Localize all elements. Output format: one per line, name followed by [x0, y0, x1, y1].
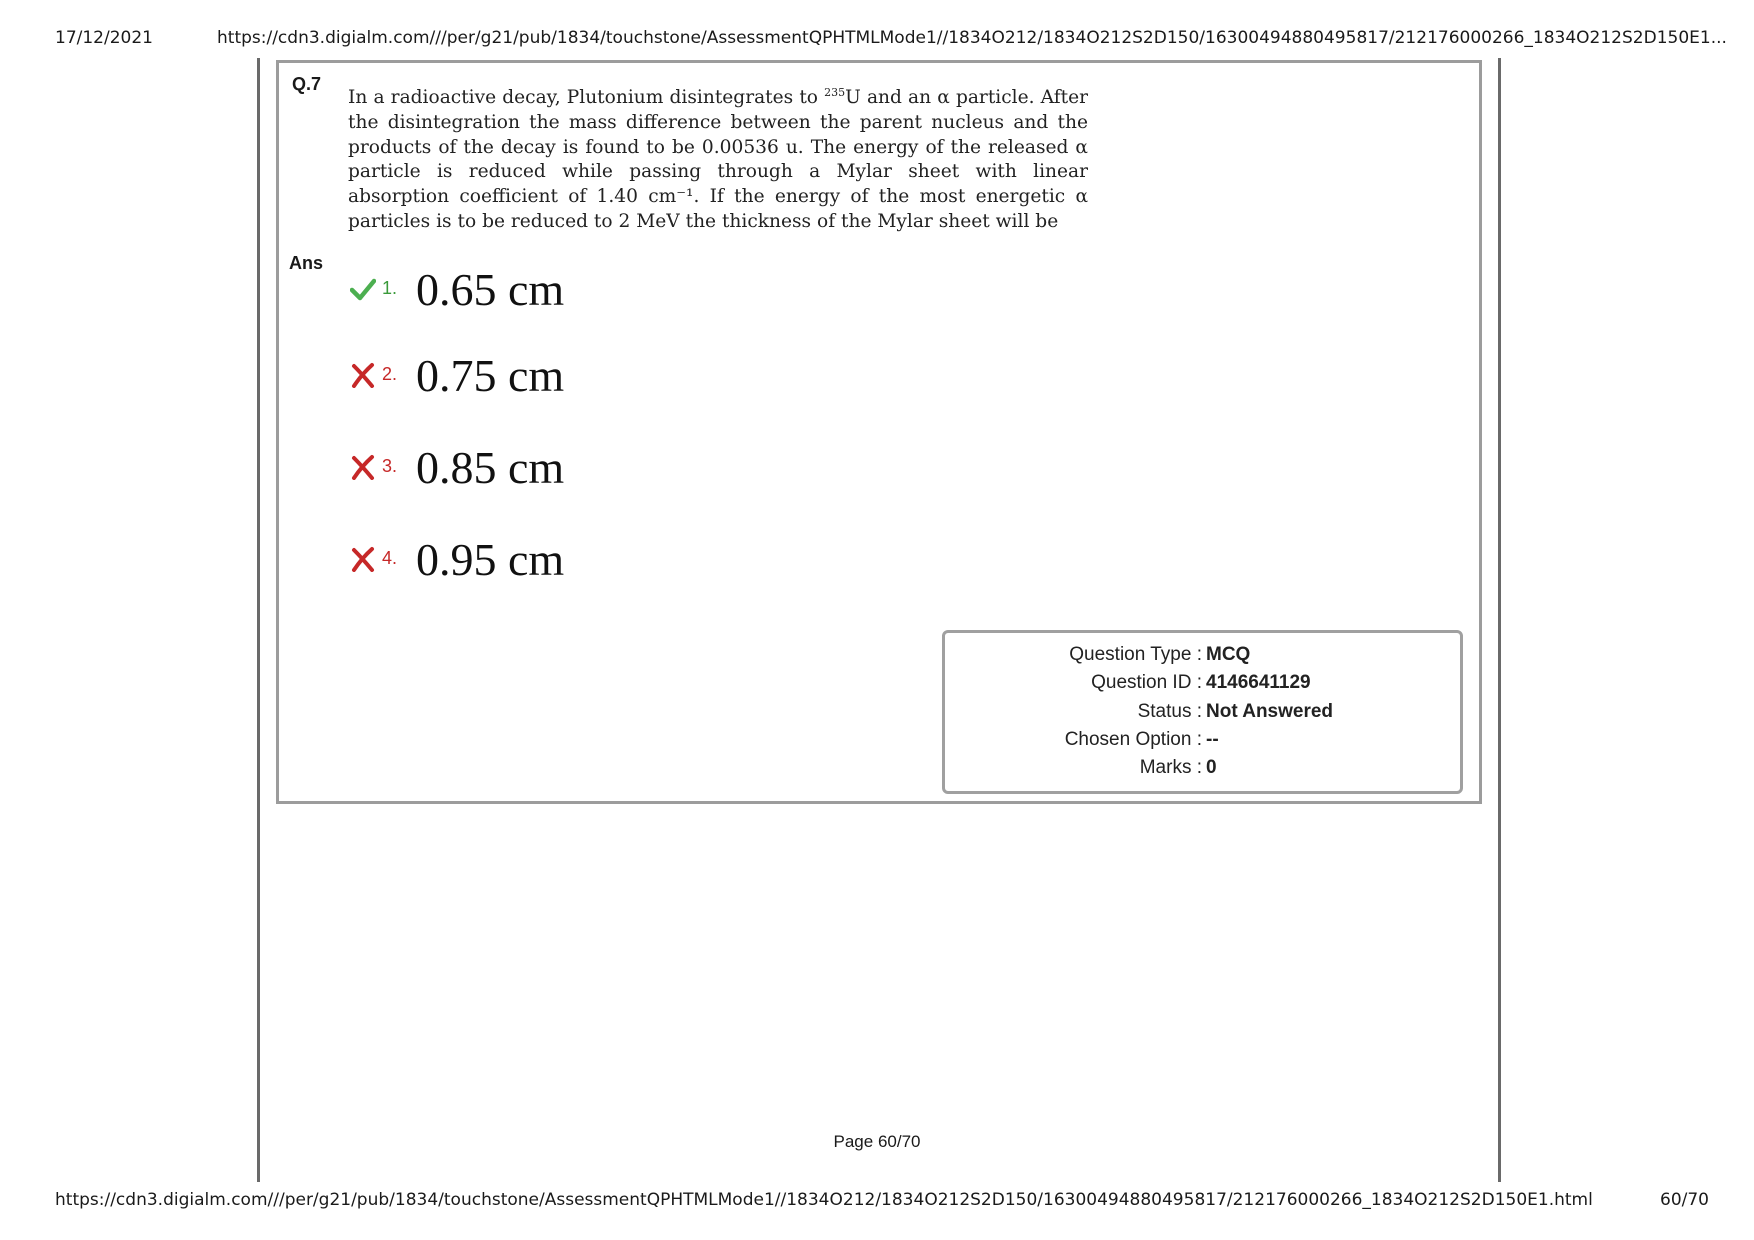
- question-number: Q.7: [292, 74, 322, 94]
- info-row-marks: [946, 757, 1446, 783]
- question-text-part2: U and an α particle. After the disintegration the mass difference between the parent nucleus and the products of the decay is found to be 0.00536 u. The energy of the released α particle is reduced while passing through a Mylar sheet with linear absorption coefficient of 1.40 cm⁻¹. If the energy of the most energetic α particles is to be reduced to 2 MeV the thickness of the Mylar sheet will be: [348, 87, 1088, 232]
- question-id-value: 4146641129: [1206, 672, 1311, 693]
- info-label: Status :: [1137, 701, 1202, 722]
- option-value: 0.75 cm: [416, 350, 565, 401]
- answer-label: Ans: [289, 253, 324, 273]
- question-text-part1: In a radioactive decay, Plutonium disintegrates to: [348, 87, 825, 108]
- info-label: Chosen Option :: [1064, 729, 1202, 750]
- option-number: 2.: [382, 364, 398, 384]
- info-row-question-id: [946, 672, 1446, 698]
- footer-page-count: 60/70: [1660, 1190, 1709, 1210]
- option-number: 3.: [382, 456, 398, 476]
- info-row-status: [946, 701, 1446, 727]
- print-date: 17/12/2021: [55, 28, 153, 48]
- info-label: Marks :: [1139, 757, 1202, 778]
- status-value: Not Answered: [1206, 701, 1334, 722]
- header-url: https://cdn3.digialm.com///per/g21/pub/1834/touchstone/AssessmentQPHTMLMode1//1834O212/1834O212S2D150/16300494880495817/212176000266_1834O212S2D150E1...: [217, 28, 1727, 48]
- left-page-rule: [257, 58, 260, 1182]
- option-number: 1.: [382, 278, 398, 298]
- mass-number-superscript: 235: [824, 85, 846, 99]
- cross-icon: [350, 454, 376, 480]
- option-value: 0.85 cm: [416, 442, 565, 493]
- info-row-chosen-option: [946, 729, 1446, 755]
- chosen-option-value: --: [1206, 729, 1219, 750]
- cross-icon: [350, 362, 376, 388]
- right-page-rule: [1498, 58, 1501, 1182]
- info-label: Question Type :: [1069, 644, 1202, 665]
- option-number: 4.: [382, 548, 398, 568]
- marks-value: 0: [1206, 757, 1217, 778]
- option-value: 0.95 cm: [416, 534, 565, 585]
- question-text: [348, 86, 1088, 235]
- info-label: Question ID :: [1091, 672, 1202, 693]
- cross-icon: [350, 546, 376, 572]
- info-row-question-type: [946, 644, 1446, 670]
- page-number: Page 60/70: [833, 1132, 921, 1151]
- footer-url: https://cdn3.digialm.com///per/g21/pub/1834/touchstone/AssessmentQPHTMLMode1//1834O212/1834O212S2D150/16300494880495817/212176000266_1834O212S2D150E1.html: [55, 1190, 1593, 1210]
- question-type-value: MCQ: [1206, 644, 1251, 665]
- check-icon: [350, 276, 376, 302]
- option-value: 0.65 cm: [416, 264, 565, 315]
